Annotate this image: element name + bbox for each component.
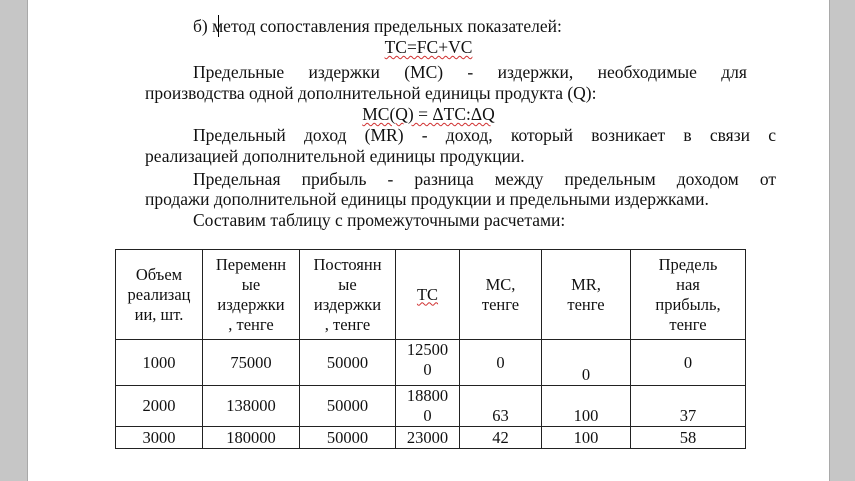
header-marginal-profit: Предель ная прибыль, тенге <box>631 250 746 340</box>
cell-mc: 42 <box>460 427 542 449</box>
cell-mc: 0 <box>460 340 542 386</box>
heading-line: б) метод сопоставления предельных показателей: <box>193 16 562 36</box>
header-variable-costs: Переменн ые издержки , тенге <box>203 250 300 340</box>
formula-tc: TC=FC+VC <box>384 37 473 57</box>
cell-fixed-costs: 50000 <box>300 386 396 427</box>
cell-marginal-profit: 0 <box>631 340 746 386</box>
header-mc: MC, тенге <box>460 250 542 340</box>
paragraph-mc-line1: Предельные издержки (МС) - издержки, необходимые для <box>193 62 747 82</box>
paragraph-mc-line2: производства одной дополнительной единицы продукта (Q): <box>145 83 597 103</box>
paragraph-mr-line1: Предельный доход (MR) - доход, который возникает в связи с <box>193 125 776 145</box>
cell-tc: 18800 0 <box>396 386 460 427</box>
cell-volume: 1000 <box>116 340 203 386</box>
calculation-table <box>115 249 746 449</box>
cell-volume: 3000 <box>116 427 203 449</box>
cell-marginal-profit: 37 <box>631 386 746 427</box>
cell-mr: 100 <box>542 427 631 449</box>
cell-mr: 0 <box>542 340 631 386</box>
table-row <box>116 386 746 427</box>
cell-fixed-costs: 50000 <box>300 340 396 386</box>
paragraph-profit-line2: продажи дополнительной единицы продукции и предельными издержками. <box>145 189 709 209</box>
cell-marginal-profit: 58 <box>631 427 746 449</box>
cell-tc: 23000 <box>396 427 460 449</box>
formula-mc: MC(Q) = ΔTC:ΔQ <box>362 104 495 124</box>
paragraph-profit-line1: Предельная прибыль - разница между предельным доходом от <box>193 169 776 189</box>
header-fixed-costs: Постоянн ые издержки , тенге <box>300 250 396 340</box>
cell-fixed-costs: 50000 <box>300 427 396 449</box>
header-volume: Объем реализац ии, шт. <box>116 250 203 340</box>
header-tc: TC <box>396 250 460 340</box>
cell-variable-costs: 75000 <box>203 340 300 386</box>
cell-variable-costs: 180000 <box>203 427 300 449</box>
table-header-row <box>116 250 746 340</box>
header-mr: MR, тенге <box>542 250 631 340</box>
cell-volume: 2000 <box>116 386 203 427</box>
cell-tc: 12500 0 <box>396 340 460 386</box>
paragraph-table-intro: Составим таблицу с промежуточными расчетами: <box>193 210 566 230</box>
cell-mr: 100 <box>542 386 631 427</box>
cell-variable-costs: 138000 <box>203 386 300 427</box>
table-row <box>116 340 746 386</box>
paragraph-mr-line2: реализацией дополнительной единицы продукции. <box>145 146 525 166</box>
cell-mc: 63 <box>460 386 542 427</box>
table-row <box>116 427 746 449</box>
